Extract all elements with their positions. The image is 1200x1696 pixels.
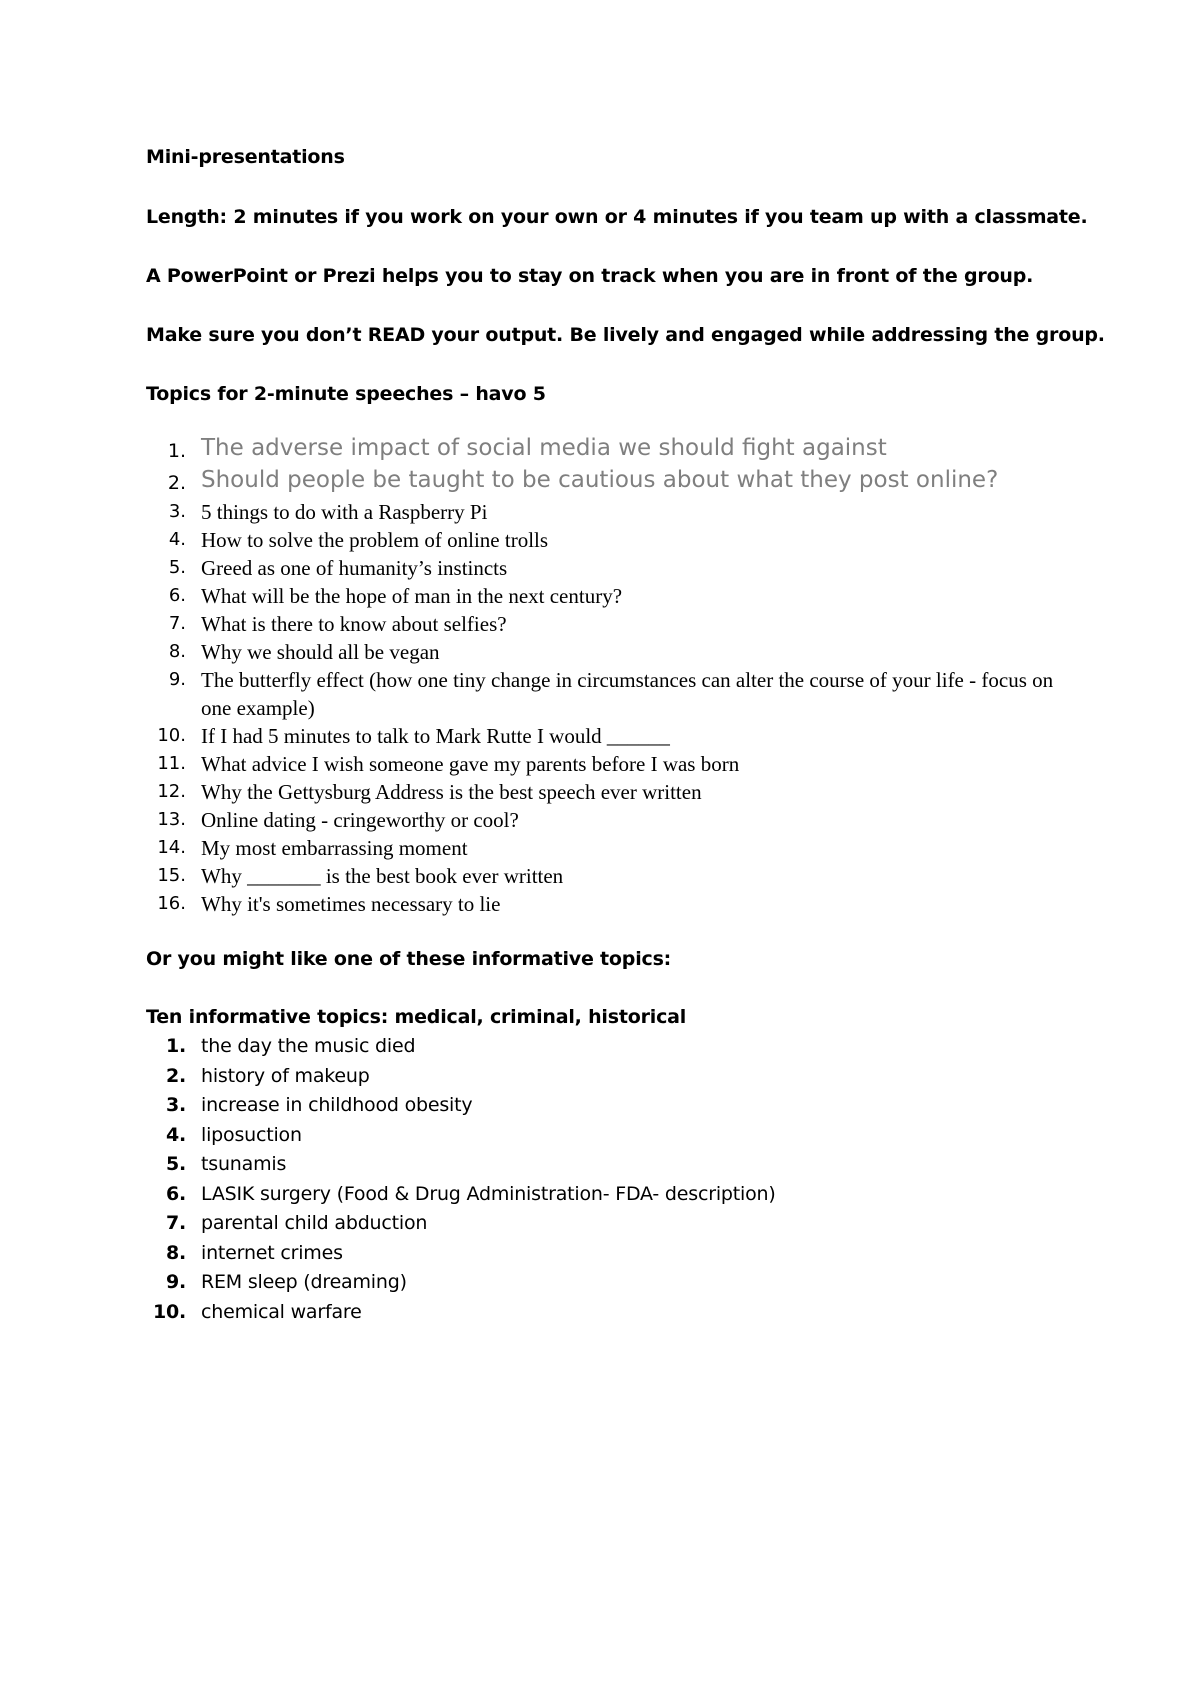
item-number: 9. (165, 1271, 186, 1293)
item-number: 1. (167, 440, 186, 462)
item-number: 5. (165, 1153, 186, 1175)
item-number: 3. (165, 1094, 186, 1116)
item-text: Online dating - cringeworthy or cool? (201, 808, 519, 832)
item-text: Why the Gettysburg Address is the best speech ever written (201, 780, 702, 804)
item-text: chemical warfare (201, 1300, 362, 1323)
list-item (130, 834, 1076, 862)
item-number: 2. (167, 472, 186, 494)
item-number: 8. (165, 1241, 186, 1264)
list-item (130, 1150, 1076, 1180)
item-number: 10. (152, 1300, 186, 1323)
list-item (130, 434, 1076, 466)
list-item (130, 778, 1076, 806)
item-number: 6. (165, 1182, 186, 1205)
item-number: 7. (168, 613, 186, 634)
list-item (130, 1032, 1076, 1062)
item-number: 7. (165, 1212, 186, 1234)
list-item (130, 890, 1076, 918)
item-text: Why we should all be vegan (201, 640, 440, 664)
list-item (130, 722, 1076, 750)
item-text: Greed as one of humanity’s instincts (201, 556, 508, 580)
item-text: parental child abduction (201, 1212, 428, 1234)
item-text: Should people be taught to be cautious about what they post online? (201, 467, 999, 493)
speech-topics-heading: Topics for 2-minute speeches – havo 5 (146, 383, 546, 405)
informative-topics-list (130, 1032, 1076, 1327)
item-text: My most embarrassing moment (201, 836, 468, 860)
item-number: 2. (165, 1064, 186, 1087)
item-text: liposuction (201, 1123, 302, 1146)
document-page (146, 140, 1105, 1327)
item-number: 5. (168, 557, 186, 578)
item-text: What advice I wish someone gave my parents before I was born (201, 752, 740, 776)
item-text: How to solve the problem of online trolls (201, 528, 549, 552)
item-number: 14. (157, 837, 186, 858)
informative-intro: Or you might like one of these informative topics: (146, 948, 672, 970)
item-number: 9. (168, 669, 186, 690)
item-text: the day the music died (201, 1035, 416, 1057)
list-item (130, 638, 1076, 666)
list-item (130, 862, 1076, 890)
item-text: REM sleep (dreaming) (201, 1271, 407, 1293)
list-item (130, 610, 1076, 638)
item-text: tsunamis (201, 1153, 287, 1175)
item-text: Why it's sometimes necessary to lie (201, 892, 501, 916)
list-item (130, 554, 1076, 582)
item-text: LASIK surgery (Food & Drug Administration- FDA- description) (201, 1182, 776, 1205)
speech-topics-list (130, 434, 1076, 918)
list-item (130, 466, 1076, 498)
list-item (130, 1091, 1076, 1121)
informative-topics-heading: Ten informative topics: medical, criminal, historical (146, 1006, 687, 1028)
item-text: What is there to know about selfies? (201, 612, 507, 636)
item-text: 5 things to do with a Raspberry Pi (201, 500, 488, 524)
length-note: Length: 2 minutes if you work on your own or 4 minutes if you team up with a classmate. (146, 206, 1088, 228)
document-title: Mini-presentations (146, 146, 345, 168)
item-number: 8. (168, 641, 186, 662)
list-item (130, 806, 1076, 834)
list-item (130, 526, 1076, 554)
list-item (130, 582, 1076, 610)
item-number: 4. (165, 1123, 186, 1146)
item-number: 3. (168, 501, 186, 522)
list-item (130, 1239, 1076, 1269)
list-item (130, 1062, 1076, 1092)
item-number: 11. (157, 753, 186, 774)
item-number: 10. (157, 725, 186, 746)
list-item (130, 1121, 1076, 1151)
item-text: history of makeup (201, 1064, 370, 1087)
list-item (130, 1209, 1076, 1239)
list-item (130, 1268, 1076, 1298)
item-text: increase in childhood obesity (201, 1094, 473, 1116)
item-number: 1. (165, 1035, 186, 1057)
slides-note: A PowerPoint or Prezi helps you to stay on track when you are in front of the group. (146, 265, 1034, 287)
item-text: internet crimes (201, 1241, 343, 1264)
list-item (130, 1298, 1076, 1328)
delivery-note: Make sure you don’t READ your output. Be lively and engaged while addressing the group. (146, 324, 1105, 346)
item-text: What will be the hope of man in the next century? (201, 584, 623, 608)
item-number: 16. (157, 893, 186, 914)
item-number: 15. (157, 865, 186, 886)
item-number: 4. (168, 529, 186, 550)
item-text: The butterfly effect (how one tiny change in circumstances can alter the course of your life - focus on one example) (201, 668, 1054, 720)
list-item (130, 498, 1076, 526)
item-text: If I had 5 minutes to talk to Mark Rutte I would ______ (201, 724, 670, 748)
item-text: The adverse impact of social media we should fight against (201, 435, 887, 461)
list-item (130, 666, 1076, 722)
list-item (130, 750, 1076, 778)
item-number: 6. (168, 585, 186, 606)
item-number: 13. (157, 809, 186, 830)
list-item (130, 1180, 1076, 1210)
item-number: 12. (157, 781, 186, 802)
item-text: Why _______ is the best book ever written (201, 864, 564, 888)
